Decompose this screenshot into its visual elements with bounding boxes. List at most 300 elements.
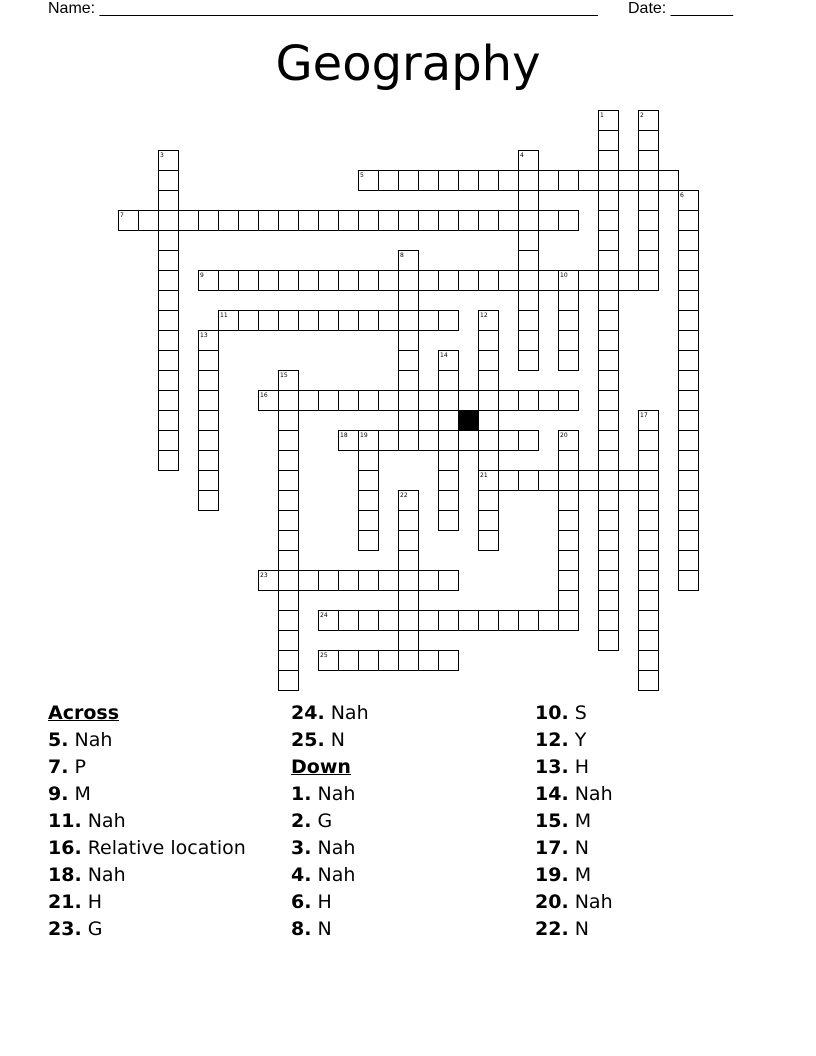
grid-cell[interactable]	[639, 591, 659, 611]
grid-cell[interactable]	[639, 131, 659, 151]
grid-cell[interactable]	[599, 391, 619, 411]
grid-cell[interactable]	[399, 431, 419, 451]
grid-cell[interactable]	[399, 551, 419, 571]
grid-cell[interactable]	[319, 211, 339, 231]
grid-cell[interactable]	[559, 551, 579, 571]
grid-cell[interactable]	[559, 571, 579, 591]
grid-cell[interactable]	[639, 491, 659, 511]
grid-cell[interactable]	[599, 251, 619, 271]
grid-cell[interactable]	[439, 271, 459, 291]
grid-cell[interactable]	[159, 311, 179, 331]
grid-cell[interactable]	[279, 651, 299, 671]
grid-cell[interactable]	[439, 451, 459, 471]
grid-cell[interactable]	[559, 491, 579, 511]
grid-cell[interactable]	[519, 471, 539, 491]
grid-cell[interactable]	[199, 391, 219, 411]
grid-cell[interactable]	[359, 651, 379, 671]
grid-cell[interactable]	[439, 431, 459, 451]
grid-cell[interactable]	[279, 631, 299, 651]
grid-cell[interactable]	[539, 171, 559, 191]
grid-cell[interactable]	[539, 211, 559, 231]
grid-cell[interactable]	[639, 471, 659, 491]
grid-cell[interactable]	[259, 311, 279, 331]
grid-cell[interactable]	[199, 411, 219, 431]
grid-cell[interactable]	[599, 631, 619, 651]
grid-cell[interactable]	[379, 271, 399, 291]
grid-cell[interactable]	[299, 271, 319, 291]
clue-number-label: 9	[200, 272, 204, 279]
date-field[interactable]: Date: _______	[628, 0, 733, 17]
grid-cell[interactable]	[159, 331, 179, 351]
grid-cell[interactable]	[279, 671, 299, 691]
grid-cell[interactable]	[539, 471, 559, 491]
grid-cell[interactable]	[279, 571, 299, 591]
grid-cell[interactable]	[419, 271, 439, 291]
grid-cell[interactable]	[559, 611, 579, 631]
grid-cell[interactable]	[639, 651, 659, 671]
grid-cell[interactable]	[599, 151, 619, 171]
grid-cell[interactable]	[559, 391, 579, 411]
grid-cell[interactable]	[419, 171, 439, 191]
clue-text: S	[568, 702, 587, 724]
grid-cell[interactable]	[599, 271, 619, 291]
grid-cell[interactable]	[199, 371, 219, 391]
grid-cell[interactable]	[339, 571, 359, 591]
grid-cell[interactable]	[639, 671, 659, 691]
grid-cell[interactable]	[479, 531, 499, 551]
grid-cell[interactable]	[399, 571, 419, 591]
grid-cell[interactable]	[679, 411, 699, 431]
grid-cell[interactable]	[159, 431, 179, 451]
grid-cell[interactable]	[439, 611, 459, 631]
grid-cell[interactable]	[599, 351, 619, 371]
grid-cell[interactable]	[419, 571, 439, 591]
grid-cell[interactable]	[279, 471, 299, 491]
grid-cell[interactable]	[379, 311, 399, 331]
grid-cell[interactable]	[539, 271, 559, 291]
grid-cell[interactable]	[559, 511, 579, 531]
grid-cell[interactable]	[399, 411, 419, 431]
grid-cell[interactable]	[599, 311, 619, 331]
grid-cell[interactable]	[519, 351, 539, 371]
clue-number-label: 20	[560, 432, 568, 439]
grid-cell[interactable]	[499, 391, 519, 411]
grid-cell[interactable]	[639, 451, 659, 471]
grid-cell[interactable]	[179, 211, 199, 231]
grid-cell[interactable]	[279, 391, 299, 411]
grid-cell[interactable]	[379, 171, 399, 191]
grid-cell[interactable]	[379, 611, 399, 631]
grid-cell[interactable]	[559, 471, 579, 491]
grid-cell[interactable]	[279, 451, 299, 471]
grid-cell[interactable]	[599, 551, 619, 571]
clue-number: 2.	[291, 810, 312, 832]
clue-number: 8.	[291, 918, 312, 940]
clue-number-label: 21	[480, 472, 488, 479]
grid-cell[interactable]	[599, 211, 619, 231]
grid-cell[interactable]	[339, 211, 359, 231]
grid-cell[interactable]	[439, 491, 459, 511]
grid-cell[interactable]	[679, 391, 699, 411]
grid-cell[interactable]	[639, 231, 659, 251]
clue-text: G	[81, 918, 103, 940]
grid-cell[interactable]	[599, 511, 619, 531]
grid-cell[interactable]	[639, 531, 659, 551]
grid-cell[interactable]	[419, 431, 439, 451]
grid-cell[interactable]	[359, 471, 379, 491]
grid-cell[interactable]	[359, 311, 379, 331]
grid-cell[interactable]	[479, 511, 499, 531]
grid-cell[interactable]	[319, 571, 339, 591]
grid-cell[interactable]	[559, 211, 579, 231]
clue-number-label: 16	[260, 392, 268, 399]
grid-cell[interactable]	[599, 471, 619, 491]
grid-cell[interactable]	[279, 311, 299, 331]
grid-cell[interactable]	[439, 651, 459, 671]
grid-cell[interactable]	[439, 211, 459, 231]
grid-cell[interactable]	[679, 211, 699, 231]
grid-cell[interactable]	[159, 271, 179, 291]
grid-cell[interactable]	[559, 291, 579, 311]
grid-cell[interactable]	[599, 571, 619, 591]
grid-cell[interactable]	[279, 491, 299, 511]
grid-cell[interactable]	[279, 611, 299, 631]
grid-cell[interactable]	[639, 191, 659, 211]
grid-cell[interactable]	[399, 291, 419, 311]
grid-cell[interactable]	[159, 251, 179, 271]
grid-cell[interactable]	[279, 271, 299, 291]
grid-cell[interactable]	[439, 411, 459, 431]
grid-cell[interactable]	[279, 551, 299, 571]
grid-cell[interactable]	[579, 271, 599, 291]
clue-number: 19.	[535, 864, 569, 886]
grid-cell[interactable]	[519, 171, 539, 191]
grid-cell[interactable]	[279, 411, 299, 431]
grid-cell[interactable]	[439, 171, 459, 191]
grid-cell[interactable]	[479, 611, 499, 631]
grid-cell[interactable]	[599, 231, 619, 251]
grid-cell[interactable]	[399, 171, 419, 191]
grid-cell[interactable]	[479, 431, 499, 451]
grid-cell[interactable]	[679, 231, 699, 251]
grid-cell[interactable]	[159, 291, 179, 311]
grid-cell[interactable]	[319, 391, 339, 411]
grid-cell[interactable]	[519, 271, 539, 291]
grid-cell[interactable]	[519, 251, 539, 271]
clue-number-label: 5	[360, 172, 364, 179]
grid-cell[interactable]	[599, 291, 619, 311]
across-clue	[291, 727, 531, 754]
grid-cell[interactable]	[499, 211, 519, 231]
grid-cell[interactable]	[279, 531, 299, 551]
grid-cell[interactable]	[459, 211, 479, 231]
grid-cell[interactable]	[279, 211, 299, 231]
grid-cell[interactable]	[159, 231, 179, 251]
grid-cell[interactable]	[419, 311, 439, 331]
grid-cell[interactable]	[679, 371, 699, 391]
grid-cell[interactable]	[359, 571, 379, 591]
grid-cell[interactable]	[399, 391, 419, 411]
grid-cell[interactable]	[379, 571, 399, 591]
grid-cell[interactable]	[599, 531, 619, 551]
grid-cell[interactable]	[199, 211, 219, 231]
clue-text: N	[568, 837, 589, 859]
grid-cell[interactable]	[519, 391, 539, 411]
clue-number: 14.	[535, 783, 569, 805]
grid-cell[interactable]	[159, 451, 179, 471]
clue-text: H	[568, 756, 589, 778]
grid-cell[interactable]	[439, 471, 459, 491]
grid-cell[interactable]	[599, 171, 619, 191]
grid-cell[interactable]	[159, 171, 179, 191]
grid-cell[interactable]	[399, 531, 419, 551]
grid-cell[interactable]	[459, 271, 479, 291]
grid-cell[interactable]	[499, 271, 519, 291]
grid-cell[interactable]	[319, 311, 339, 331]
grid-cell[interactable]	[239, 271, 259, 291]
clue-text: Nah	[324, 702, 369, 724]
grid-cell[interactable]	[159, 391, 179, 411]
grid-cell[interactable]	[519, 191, 539, 211]
grid-cell[interactable]	[399, 211, 419, 231]
grid-cell[interactable]	[299, 391, 319, 411]
grid-cell[interactable]	[459, 171, 479, 191]
grid-cell[interactable]	[479, 491, 499, 511]
clue-number-label: 8	[400, 252, 404, 259]
grid-cell[interactable]	[339, 391, 359, 411]
clue-number-label: 14	[440, 352, 448, 359]
grid-cell[interactable]	[599, 371, 619, 391]
grid-cell[interactable]	[519, 291, 539, 311]
grid-cell[interactable]	[559, 311, 579, 331]
grid-cell[interactable]	[599, 191, 619, 211]
grid-cell[interactable]	[159, 211, 179, 231]
grid-cell[interactable]	[499, 431, 519, 451]
grid-cell[interactable]	[639, 171, 659, 191]
grid-cell[interactable]	[579, 471, 599, 491]
grid-cell[interactable]	[139, 211, 159, 231]
grid-cell[interactable]	[399, 331, 419, 351]
grid-cell[interactable]	[559, 331, 579, 351]
clue-number-label: 4	[520, 152, 524, 159]
grid-cell[interactable]	[239, 211, 259, 231]
grid-cell[interactable]	[259, 211, 279, 231]
grid-cell[interactable]	[399, 511, 419, 531]
grid-cell[interactable]	[399, 351, 419, 371]
grid-cell[interactable]	[379, 391, 399, 411]
grid-cell[interactable]	[639, 271, 659, 291]
down-clue	[535, 889, 775, 916]
grid-cell[interactable]	[559, 171, 579, 191]
grid-cell[interactable]	[419, 651, 439, 671]
grid-cell[interactable]	[459, 611, 479, 631]
grid-cell[interactable]	[559, 591, 579, 611]
grid-cell[interactable]	[599, 331, 619, 351]
grid-cell[interactable]	[299, 571, 319, 591]
grid-cell[interactable]	[479, 171, 499, 191]
grid-cell[interactable]	[559, 351, 579, 371]
grid-cell[interactable]	[199, 471, 219, 491]
grid-cell[interactable]	[439, 511, 459, 531]
grid-cell[interactable]	[679, 291, 699, 311]
clue-number: 5.	[48, 729, 69, 751]
grid-cell[interactable]	[319, 271, 339, 291]
clue-number: 11.	[48, 810, 82, 832]
grid-cell[interactable]	[499, 611, 519, 631]
grid-cell[interactable]	[399, 311, 419, 331]
grid-cell[interactable]	[519, 231, 539, 251]
grid-cell[interactable]	[479, 211, 499, 231]
grid-cell[interactable]	[419, 211, 439, 231]
grid-cell[interactable]	[499, 471, 519, 491]
grid-cell[interactable]	[439, 371, 459, 391]
grid-cell[interactable]	[599, 451, 619, 471]
grid-cell[interactable]	[559, 531, 579, 551]
grid-cell[interactable]	[519, 431, 539, 451]
grid-cell[interactable]	[519, 211, 539, 231]
grid-cell[interactable]	[579, 171, 599, 191]
grid-cell[interactable]	[639, 551, 659, 571]
grid-cell[interactable]	[479, 411, 499, 431]
grid-cell[interactable]	[439, 571, 459, 591]
grid-cell[interactable]	[399, 591, 419, 611]
grid-cell[interactable]	[399, 271, 419, 291]
grid-cell[interactable]	[679, 471, 699, 491]
grid-cell[interactable]	[159, 411, 179, 431]
grid-cell[interactable]	[159, 371, 179, 391]
grid-cell[interactable]	[639, 511, 659, 531]
grid-cell[interactable]	[679, 491, 699, 511]
grid-cell[interactable]	[599, 591, 619, 611]
grid-cell[interactable]	[459, 391, 479, 411]
grid-cell[interactable]	[679, 331, 699, 351]
grid-cell[interactable]	[559, 451, 579, 471]
grid-cell[interactable]	[619, 271, 639, 291]
grid-cell[interactable]	[679, 531, 699, 551]
grid-cell[interactable]	[279, 511, 299, 531]
grid-cell[interactable]	[439, 391, 459, 411]
grid-cell[interactable]	[619, 471, 639, 491]
grid-cell[interactable]	[299, 211, 319, 231]
grid-cell[interactable]	[419, 611, 439, 631]
across-clue	[48, 754, 288, 781]
grid-cell[interactable]	[219, 271, 239, 291]
grid-cell[interactable]	[639, 211, 659, 231]
clue-number: 15.	[535, 810, 569, 832]
grid-cell[interactable]	[679, 511, 699, 531]
grid-cell[interactable]	[339, 311, 359, 331]
grid-cell[interactable]	[639, 631, 659, 651]
grid-cell[interactable]	[639, 251, 659, 271]
grid-cell[interactable]	[359, 211, 379, 231]
grid-cell[interactable]	[599, 131, 619, 151]
grid-cell[interactable]	[639, 151, 659, 171]
grid-cell[interactable]	[539, 391, 559, 411]
grid-cell[interactable]	[399, 611, 419, 631]
grid-cell[interactable]	[519, 331, 539, 351]
grid-cell[interactable]	[159, 191, 179, 211]
grid-cell[interactable]	[479, 271, 499, 291]
grid-cell[interactable]	[219, 211, 239, 231]
grid-cell[interactable]	[399, 651, 419, 671]
grid-cell[interactable]	[279, 591, 299, 611]
grid-cell[interactable]	[419, 391, 439, 411]
grid-cell[interactable]	[239, 311, 259, 331]
grid-cell[interactable]	[459, 431, 479, 451]
grid-cell[interactable]	[199, 431, 219, 451]
grid-cell[interactable]	[479, 351, 499, 371]
grid-cell[interactable]	[199, 351, 219, 371]
grid-cell[interactable]	[339, 271, 359, 291]
grid-cell[interactable]	[479, 371, 499, 391]
grid-cell[interactable]	[399, 371, 419, 391]
grid-cell[interactable]	[599, 411, 619, 431]
grid-cell[interactable]	[339, 651, 359, 671]
clue-text: M	[68, 783, 91, 805]
grid-cell[interactable]	[679, 271, 699, 291]
grid-cell[interactable]	[619, 171, 639, 191]
grid-cell[interactable]	[299, 311, 319, 331]
grid-cell[interactable]	[519, 611, 539, 631]
grid-cell[interactable]	[379, 211, 399, 231]
grid-cell[interactable]	[479, 331, 499, 351]
clue-number: 9.	[48, 783, 69, 805]
grid-cell[interactable]	[539, 611, 559, 631]
grid-cell[interactable]	[679, 351, 699, 371]
grid-cell[interactable]	[359, 531, 379, 551]
name-field[interactable]: Name: ________________________________________________________	[48, 0, 598, 17]
grid-cell[interactable]	[359, 451, 379, 471]
clue-number-label: 7	[120, 212, 124, 219]
grid-cell[interactable]	[679, 551, 699, 571]
grid-cell[interactable]	[359, 511, 379, 531]
grid-cell[interactable]	[659, 171, 679, 191]
grid-cell[interactable]	[359, 391, 379, 411]
grid-cell[interactable]	[479, 451, 499, 471]
grid-cell[interactable]	[439, 311, 459, 331]
grid-cell[interactable]	[379, 431, 399, 451]
grid-cell[interactable]	[599, 491, 619, 511]
grid-cell[interactable]	[359, 491, 379, 511]
grid-cell[interactable]	[599, 431, 619, 451]
across-clue	[48, 916, 288, 943]
grid-cell[interactable]	[259, 271, 279, 291]
grid-cell[interactable]	[599, 611, 619, 631]
grid-cell[interactable]	[679, 451, 699, 471]
grid-cell[interactable]	[639, 611, 659, 631]
clue-text: P	[68, 756, 86, 778]
grid-cell[interactable]	[379, 651, 399, 671]
grid-cell[interactable]	[199, 491, 219, 511]
grid-cell[interactable]	[199, 451, 219, 471]
grid-cell[interactable]	[639, 431, 659, 451]
grid-cell[interactable]	[679, 311, 699, 331]
grid-cell[interactable]	[399, 631, 419, 651]
grid-cell[interactable]	[639, 571, 659, 591]
grid-cell[interactable]	[359, 611, 379, 631]
grid-cell[interactable]	[679, 571, 699, 591]
grid-cell[interactable]	[339, 611, 359, 631]
clue-text: M	[568, 864, 592, 886]
grid-cell[interactable]	[679, 251, 699, 271]
grid-cell[interactable]	[479, 391, 499, 411]
grid-cell[interactable]	[359, 271, 379, 291]
grid-cell[interactable]	[679, 431, 699, 451]
grid-cell[interactable]	[499, 171, 519, 191]
grid-cell[interactable]	[279, 431, 299, 451]
grid-cell[interactable]	[519, 311, 539, 331]
grid-cell[interactable]	[159, 351, 179, 371]
